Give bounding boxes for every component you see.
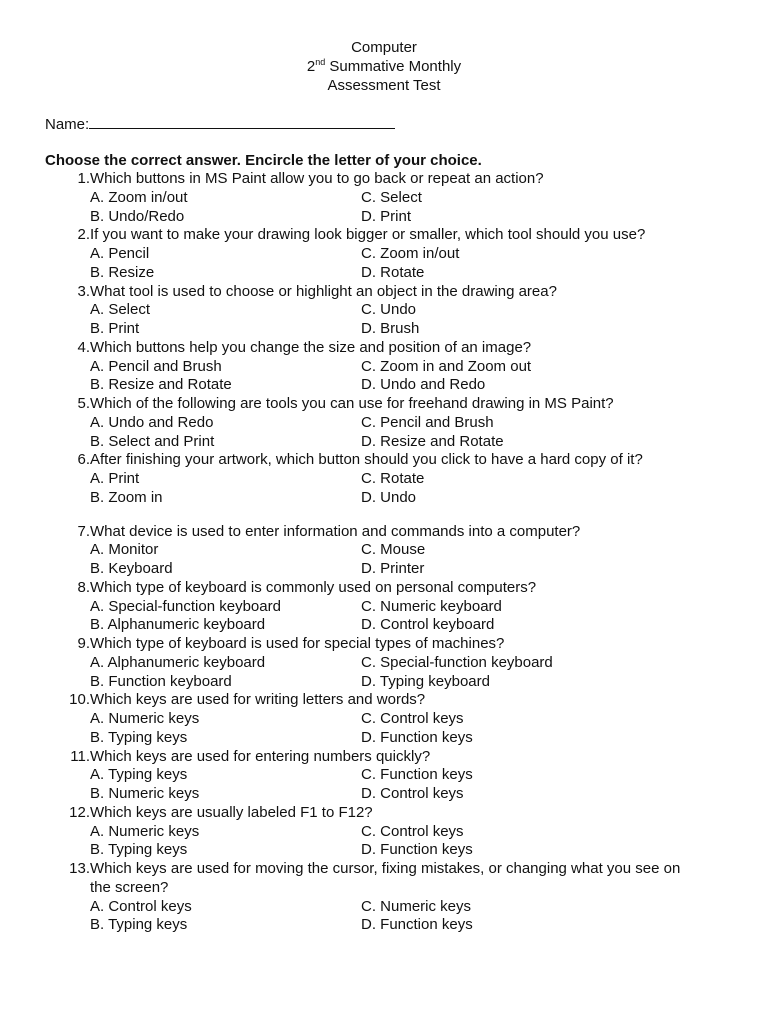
question-line [0, 579, 768, 598]
option-b: B. Keyboard [90, 560, 173, 577]
section-gap [0, 508, 768, 523]
option-d: D. Typing keyboard [361, 672, 490, 690]
question-number [45, 339, 90, 358]
options-row [0, 541, 768, 560]
option-d: D. Printer [361, 560, 425, 577]
option-c: C. Function keys [361, 766, 473, 784]
ordinal-number: 2 [306, 58, 316, 75]
option-d: D. Print [361, 207, 412, 225]
question-text: Which buttons in MS Paint allow you to go back or repeat an action? [90, 170, 544, 187]
option-b: B. Typing keys [90, 728, 188, 746]
question-line [0, 635, 768, 654]
option-c: C. Control keys [361, 710, 464, 727]
question-text: If you want to make your drawing look bigger or smaller, which tool should you use? [90, 226, 646, 244]
options-row [0, 785, 768, 804]
instructions: Choose the correct answer. Encircle the letter of your choice. [45, 152, 482, 169]
question-number [45, 748, 90, 767]
question-item [0, 339, 768, 395]
option-d: D. Function keys [361, 841, 473, 859]
question-number-text: 11. [70, 747, 90, 765]
question-number [45, 395, 90, 414]
option-a: A. Numeric keys [90, 710, 200, 727]
option-d: D. Function keys [361, 728, 473, 746]
option-d: D. Function keys [361, 916, 473, 934]
option-b: B. Resize and Rotate [90, 376, 232, 394]
option-c: C. Rotate [361, 470, 425, 487]
question-number-text: 12. [69, 803, 90, 821]
options-row [0, 189, 768, 208]
question-number-text: 7. [77, 522, 90, 540]
option-a: A. Pencil and Brush [90, 357, 222, 375]
option-c: C. Control keys [361, 822, 464, 840]
options-row [0, 710, 768, 729]
option-a: A. Alphanumeric keyboard [90, 653, 266, 671]
question-list [0, 170, 768, 935]
options-row [0, 673, 768, 692]
options-row [0, 320, 768, 339]
question-number [45, 635, 90, 654]
question-item [0, 170, 768, 226]
question-item [0, 635, 768, 691]
option-d: D. Brush [361, 320, 420, 337]
question-text: Which keys are used for entering numbers quickly? [90, 747, 431, 765]
options-row [0, 916, 768, 935]
option-c: C. Zoom in and Zoom out [361, 357, 532, 375]
option-c: C. Mouse [361, 541, 426, 559]
question-text: Which of the following are tools you can use for freehand drawing in MS Paint? [90, 395, 614, 412]
question-number-text: 1. [77, 170, 90, 187]
test-subtitle: Assessment Test [327, 77, 441, 94]
question-number-text: 4. [77, 338, 90, 356]
option-c: C. Special-function keyboard [361, 653, 553, 671]
question-line [0, 748, 768, 767]
question-line [0, 451, 768, 470]
question-item [0, 283, 768, 339]
question-number [45, 523, 90, 542]
question-line [0, 395, 768, 414]
options-row [0, 898, 768, 917]
question-item [0, 748, 768, 804]
question-text: Which type of keyboard is used for special types of machines? [90, 635, 505, 652]
name-blank-line [89, 114, 395, 129]
question-line [0, 523, 768, 542]
question-number-text: 9. [77, 635, 90, 652]
option-a: A. Pencil [90, 245, 150, 262]
option-d: D. Control keys [361, 785, 464, 802]
option-c: C. Select [361, 188, 422, 206]
option-c: C. Numeric keyboard [361, 597, 502, 615]
option-a: A. Select [90, 301, 151, 319]
question-text: Which keys are usually labeled F1 to F12? [90, 803, 373, 821]
option-d: D. Undo and Redo [361, 376, 486, 394]
options-row [0, 598, 768, 617]
question-number-text: 6. [77, 451, 90, 469]
option-c: C. Zoom in/out [361, 245, 460, 262]
options-row [0, 654, 768, 673]
option-c: C. Undo [361, 301, 417, 319]
question-item [0, 451, 768, 507]
option-b: B. Print [90, 320, 140, 337]
question-number [45, 283, 90, 302]
question-number [45, 579, 90, 598]
question-text: Which buttons help you change the size and position of an image? [90, 338, 532, 356]
options-row [0, 301, 768, 320]
question-number-text: 5. [77, 395, 90, 412]
option-b: B. Zoom in [90, 488, 163, 506]
options-row [0, 616, 768, 635]
question-number-text: 8. [77, 578, 90, 596]
question-number-text: 2. [77, 226, 90, 244]
options-row [0, 729, 768, 748]
question-item [0, 579, 768, 635]
option-b: B. Typing keys [90, 916, 188, 934]
option-d: D. Resize and Rotate [361, 432, 504, 450]
question-number-text: 3. [77, 282, 90, 300]
question-text: the screen? [90, 878, 169, 896]
question-item [0, 226, 768, 282]
question-text: Which type of keyboard is commonly used on personal computers? [90, 578, 537, 596]
question-item [0, 395, 768, 451]
options-row [0, 208, 768, 227]
question-text: What tool is used to choose or highlight an object in the drawing area? [90, 282, 557, 300]
option-d: D. Control keyboard [361, 616, 495, 634]
name-field [45, 114, 395, 134]
option-b: B. Typing keys [90, 841, 188, 859]
question-line [0, 339, 768, 358]
option-b: B. Numeric keys [90, 785, 200, 802]
option-c: C. Pencil and Brush [361, 413, 494, 431]
options-row [0, 560, 768, 579]
question-item [0, 523, 768, 579]
options-row [0, 376, 768, 395]
question-number-text: 10. [69, 691, 90, 709]
question-number-text: 13. [69, 860, 90, 877]
document-header [0, 38, 768, 95]
option-a: A. Numeric keys [90, 822, 200, 840]
option-b: B. Select and Print [90, 432, 215, 450]
question-number [45, 451, 90, 470]
option-a: A. Control keys [90, 897, 192, 915]
option-c: C. Numeric keys [361, 897, 472, 915]
option-a: A. Print [90, 470, 140, 487]
options-row [0, 489, 768, 508]
option-a: A. Monitor [90, 541, 159, 559]
question-line [0, 170, 768, 189]
test-title-rest: Summative Monthly [325, 58, 462, 75]
question-item [0, 691, 768, 747]
question-line [0, 283, 768, 302]
question-item [0, 804, 768, 860]
question-number [45, 170, 90, 189]
test-title-line [0, 57, 768, 76]
options-row [0, 470, 768, 489]
options-row [0, 433, 768, 452]
options-row [0, 264, 768, 283]
question-text: After finishing your artwork, which button should you click to have a hard copy of it? [90, 451, 643, 469]
subject-title: Computer [351, 39, 417, 56]
option-d: D. Rotate [361, 263, 425, 281]
option-a: A. Typing keys [90, 766, 188, 784]
options-row [0, 841, 768, 860]
question-text: Which keys are used for moving the cursor, fixing mistakes, or changing what you see on [90, 860, 681, 877]
question-number [45, 804, 90, 823]
option-b: B. Function keyboard [90, 672, 232, 690]
option-b: B. Undo/Redo [90, 207, 185, 225]
question-text: What device is used to enter information and commands into a computer? [90, 522, 581, 540]
options-row [0, 414, 768, 433]
question-text: Which keys are used for writing letters and words? [90, 691, 426, 709]
option-b: B. Resize [90, 263, 155, 281]
option-d: D. Undo [361, 488, 417, 506]
question-line [0, 691, 768, 710]
question-number [45, 860, 90, 879]
ordinal-suffix: nd [315, 57, 326, 67]
question-line [0, 804, 768, 823]
options-row [0, 766, 768, 785]
options-row [0, 823, 768, 842]
question-number [45, 226, 90, 245]
options-row [0, 358, 768, 377]
question-line-continued [0, 879, 768, 898]
option-a: A. Undo and Redo [90, 413, 214, 431]
name-label: Name: [45, 116, 90, 133]
question-item [0, 860, 768, 935]
question-line [0, 860, 768, 879]
question-line [0, 226, 768, 245]
question-number [45, 691, 90, 710]
option-a: A. Zoom in/out [90, 188, 188, 206]
options-row [0, 245, 768, 264]
option-b: B. Alphanumeric keyboard [90, 616, 266, 634]
option-a: A. Special-function keyboard [90, 597, 281, 615]
